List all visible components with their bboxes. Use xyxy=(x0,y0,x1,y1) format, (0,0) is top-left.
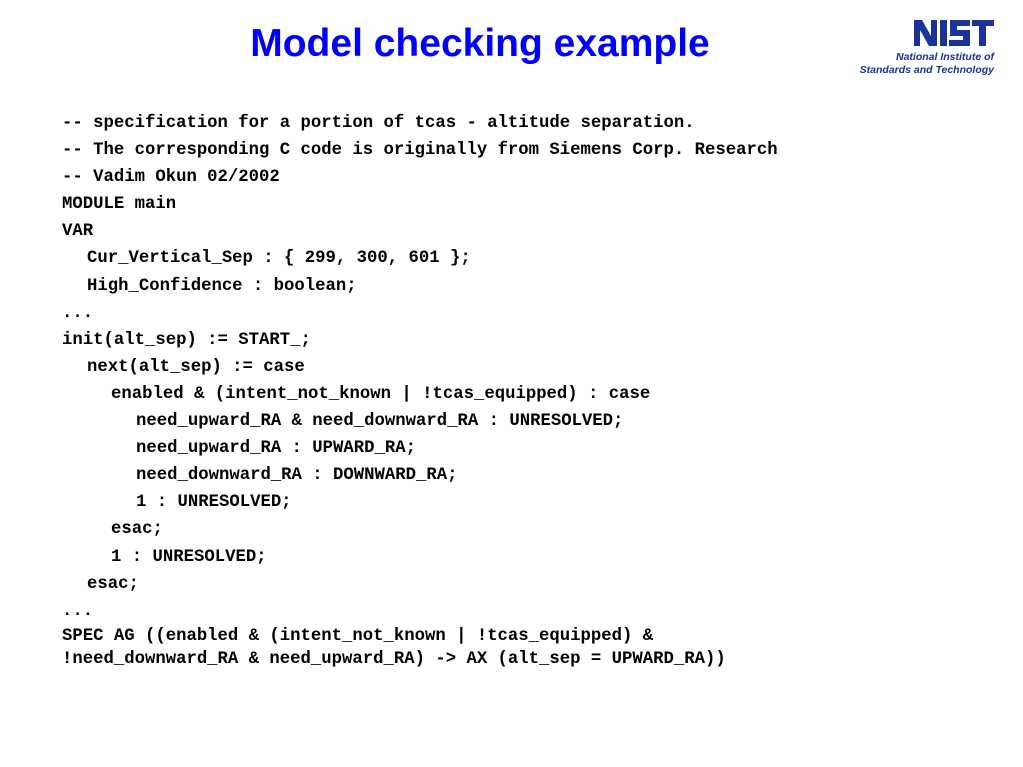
nist-logo xyxy=(842,16,994,78)
code-line: enabled & (intent_not_known | !tcas_equipped) : case xyxy=(111,384,651,404)
code-line: !need_downward_RA & need_upward_RA) -> AX (alt_sep = UPWARD_RA)) xyxy=(62,649,726,669)
logo-line-2: Standards and Technology xyxy=(859,64,994,76)
code-line: need_upward_RA : UPWARD_RA; xyxy=(136,439,417,459)
code-line: ... xyxy=(62,303,94,323)
code-line: High_Confidence : boolean; xyxy=(87,276,357,296)
code-line: next(alt_sep) := case xyxy=(87,357,305,377)
code-line: Cur_Vertical_Sep : { 299, 300, 601 }; xyxy=(87,249,471,269)
code-line: VAR xyxy=(62,222,94,242)
code-line: need_upward_RA & need_downward_RA : UNRESOLVED; xyxy=(136,412,624,432)
code-line: init(alt_sep) := START_; xyxy=(62,330,311,350)
code-line: need_downward_RA : DOWNWARD_RA; xyxy=(136,466,458,486)
code-line: -- Vadim Okun 02/2002 xyxy=(62,168,280,188)
code-line: 1 : UNRESOLVED; xyxy=(136,493,292,513)
code-line: 1 : UNRESOLVED; xyxy=(111,547,267,567)
code-line: SPEC AG ((enabled & (intent_not_known | !tcas_equipped) & xyxy=(62,626,654,646)
code-line: esac; xyxy=(87,574,139,594)
code-line: -- The corresponding C code is originally from Siemens Corp. Research xyxy=(62,141,778,161)
code-line: -- specification for a portion of tcas - altitude separation. xyxy=(62,114,695,133)
slide-title: Model checking example xyxy=(250,22,710,65)
code-block xyxy=(62,110,992,671)
code-line: ... xyxy=(62,601,94,621)
code-line: esac; xyxy=(111,520,163,540)
logo-line-1: National Institute of xyxy=(896,51,994,63)
code-line: MODULE main xyxy=(62,195,177,215)
